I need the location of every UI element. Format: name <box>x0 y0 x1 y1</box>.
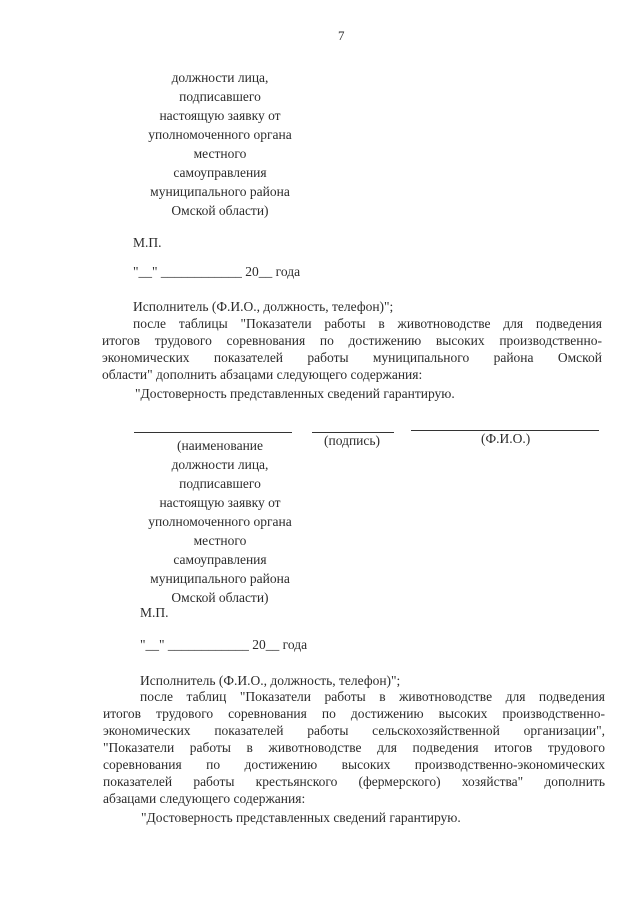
text-line: местного <box>193 146 247 161</box>
text-line: самоуправления <box>173 552 267 567</box>
signatory-description-2 <box>120 436 320 607</box>
date-line-1: "__" ____________ 20__ года <box>133 264 301 279</box>
text-line: муниципального района <box>150 571 290 586</box>
date-line-2: "__" ____________ 20__ года <box>140 637 308 652</box>
text-line: муниципального района <box>150 184 290 199</box>
text-line: области" дополнить абзацами следующего содержания: <box>102 367 423 382</box>
text-line: показателей работы крестьянского (фермерского) хозяйства" дополнить <box>103 774 605 789</box>
executor-line-1: Исполнитель (Ф.И.О., должность, телефон)"; <box>133 299 394 314</box>
text-line: (наименование <box>176 438 264 453</box>
text-line: после таблицы "Показатели работы в животноводстве для подведения <box>133 316 602 331</box>
text-line: должности лица, <box>171 457 269 472</box>
text-line: итогов трудового соревнования по достижению высоких производственно- <box>103 706 605 721</box>
text-line: подписавшего <box>179 476 261 491</box>
guarantee-statement-1: "Достоверность представленных сведений гарантирую. <box>135 386 455 401</box>
stamp-place-1: М.П. <box>133 235 162 250</box>
text-line: должности лица, <box>171 70 269 85</box>
text-line: подписавшего <box>179 89 261 104</box>
text-line: абзацами следующего содержания: <box>103 791 306 806</box>
amendment-paragraph-2 <box>103 688 605 807</box>
fio-label: (Ф.И.О.) <box>481 431 531 446</box>
text-line: экономических показателей работы сельскохозяйственной организации", <box>103 723 605 738</box>
signatory-line <box>134 432 292 433</box>
signature-label: (подпись) <box>324 433 381 448</box>
text-line: после таблиц "Показатели работы в животноводстве для подведения <box>140 689 605 704</box>
stamp-place-2: М.П. <box>140 605 169 620</box>
text-line: настоящую заявку от <box>159 495 281 510</box>
page-number: 7 <box>338 28 345 43</box>
executor-line-2: Исполнитель (Ф.И.О., должность, телефон)"; <box>140 673 401 688</box>
amendment-paragraph-1 <box>102 315 602 383</box>
text-line: итогов трудового соревнования по достижению высоких производственно- <box>102 333 602 348</box>
guarantee-statement-2: "Достоверность представленных сведений гарантирую. <box>141 810 461 825</box>
signatory-description-1 <box>120 68 320 220</box>
text-line: соревнования по достижению высоких производственно-экономических <box>103 757 605 772</box>
text-line: настоящую заявку от <box>159 108 281 123</box>
text-line: Омской области) <box>171 590 269 605</box>
text-line: уполномоченного органа <box>148 127 292 142</box>
text-line: "Показатели работы в животноводстве для подведения итогов трудового <box>103 740 605 755</box>
text-line: уполномоченного органа <box>148 514 292 529</box>
text-line: самоуправления <box>173 165 267 180</box>
text-line: Омской области) <box>171 203 269 218</box>
text-line: местного <box>193 533 247 548</box>
text-line: экономических показателей работы муниципального района Омской <box>102 350 602 365</box>
